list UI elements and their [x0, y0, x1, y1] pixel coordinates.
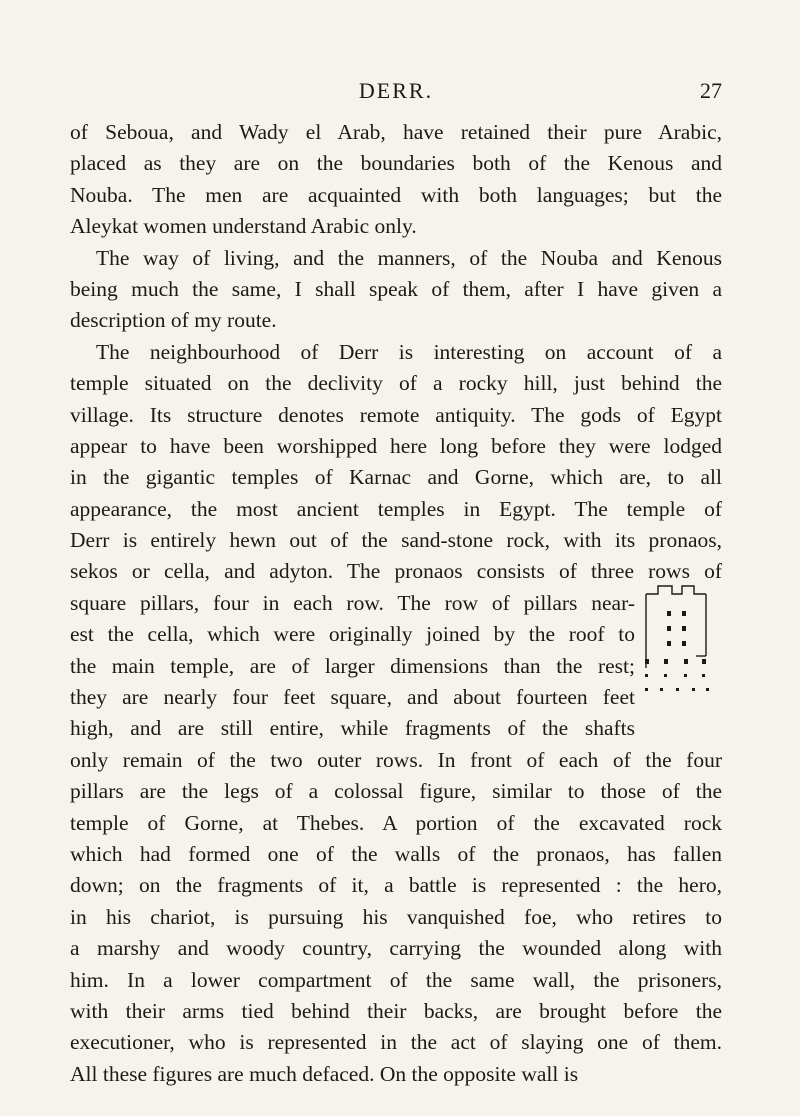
text-line: only remain of the two outer rows. In front of each of the four: [70, 747, 722, 772]
text-line: they are nearly four feet square, and about fourteen feet: [70, 685, 635, 710]
text-line: All these figures are much defaced. On the opposite wall is: [70, 1061, 579, 1086]
text-line: village. Its structure denotes remote antiquity. The gods of Egypt: [70, 402, 722, 427]
text-line: down; on the fragments of it, a battle is represented : the hero,: [70, 873, 722, 898]
text-line: Aleykat women understand Arabic only.: [70, 214, 417, 239]
text-line: The neighbourhood of Derr is interesting on account of a: [96, 339, 722, 364]
text-line: pillars are the legs of a colossal figure, similar to those of the: [70, 779, 722, 804]
text-line: of Seboua, and Wady el Arab, have retained their pure Arabic,: [70, 120, 722, 144]
text-line: est the cella, which were originally joined by the roof to: [70, 622, 635, 647]
text-line: appearance, the most ancient temples in Egypt. The temple of: [70, 496, 722, 521]
text-line: in his chariot, is pursuing his vanquished foe, who retires to: [70, 904, 722, 929]
text-line: The way of living, and the manners, of the Nouba and Kenous: [96, 245, 722, 270]
text-line: with their arms tied behind their backs, are brought before the: [70, 998, 722, 1023]
text-line: him. In a lower compartment of the same wall, the prisoners,: [70, 967, 722, 992]
text-line: the main temple, are of larger dimensions than the rest;: [70, 653, 635, 678]
text-line: which had formed one of the walls of the pronaos, has fallen: [70, 841, 722, 866]
text-line: sekos or cella, and adyton. The pronaos consists of three rows of: [70, 559, 722, 584]
text-line: a marshy and woody country, carrying the wounded along with: [70, 936, 722, 961]
temple-plan-figure: [636, 584, 726, 704]
text-line: being much the same, I shall speak of them, after I have given a: [70, 276, 722, 301]
text-line: high, and are still entire, while fragments of the shafts: [70, 716, 635, 741]
running-head: [70, 70, 722, 110]
text-line: Derr is entirely hewn out of the sand-stone rock, with its pronaos,: [70, 528, 722, 553]
text-line: in the gigantic temples of Karnac and Gorne, which are, to all: [70, 465, 722, 490]
text-line: appear to have been worshipped here long before they were lodged: [70, 433, 722, 458]
text-line: temple of Gorne, at Thebes. A portion of the excavated rock: [70, 810, 722, 835]
body-text: [70, 117, 722, 1090]
temple-plan-icon: [636, 584, 726, 704]
text-line: Nouba. The men are acquainted with both languages; but the: [70, 182, 722, 207]
text-line: placed as they are on the boundaries both of the Kenous and: [70, 151, 722, 176]
text-line: square pillars, four in each row. The row of pillars near-: [70, 590, 635, 615]
text-line: temple situated on the declivity of a rocky hill, just behind the: [70, 371, 722, 396]
page-number: 27: [700, 78, 722, 103]
running-title: DERR.: [358, 78, 434, 103]
text-line: description of my route.: [70, 308, 277, 333]
text-line: executioner, who is represented in the act of slaying one of them.: [70, 1030, 722, 1055]
